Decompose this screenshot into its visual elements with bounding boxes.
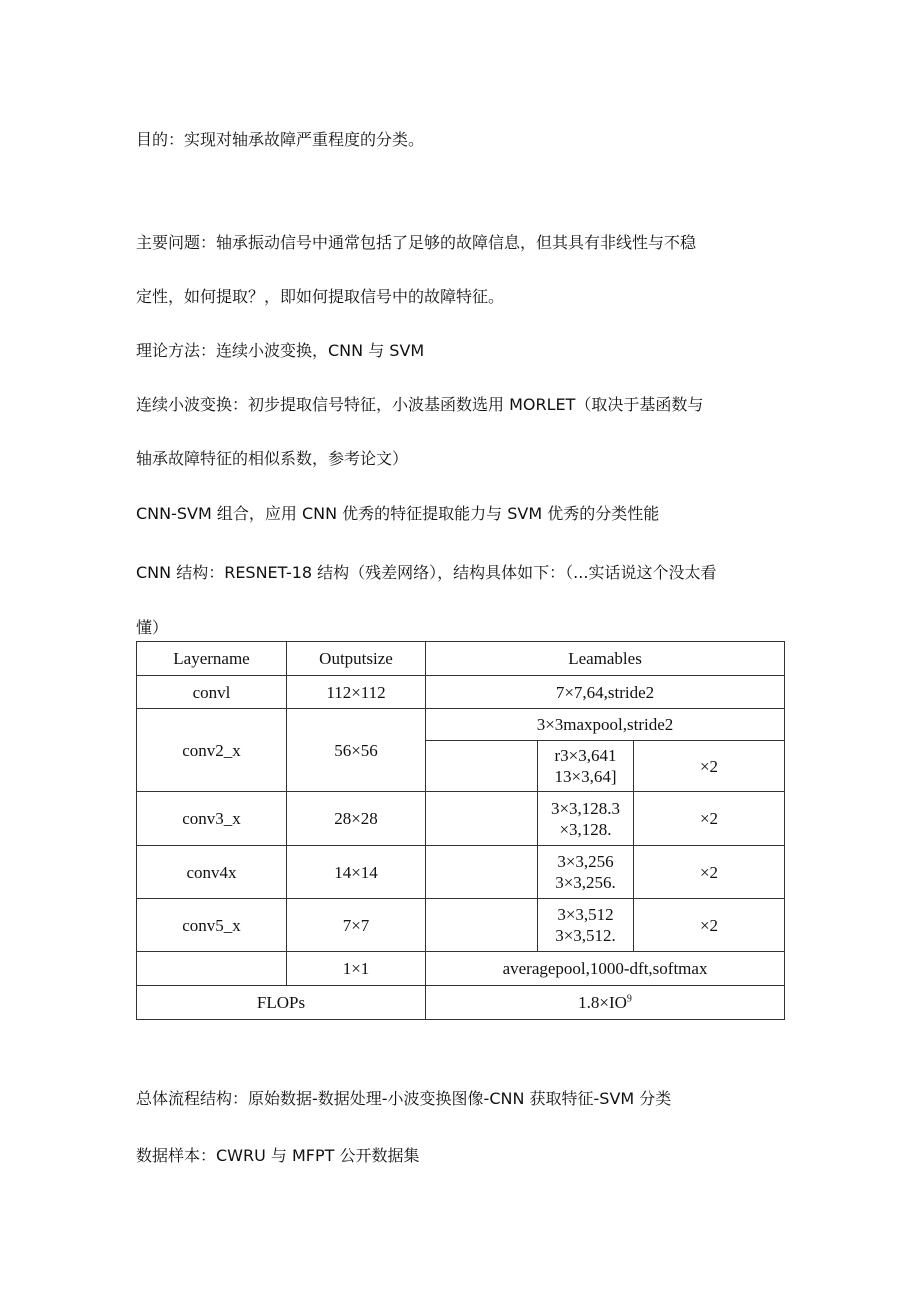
block-line-2: 3×3,256. bbox=[555, 873, 616, 892]
cell-block bbox=[538, 792, 634, 846]
cell-output: 56×56 bbox=[287, 709, 426, 792]
block-line-2: ×3,128. bbox=[559, 819, 612, 839]
header-outputsize: Outputsize bbox=[287, 642, 426, 676]
resnet-table bbox=[136, 641, 785, 1020]
cell-block bbox=[538, 741, 634, 792]
paragraph-data-samples: 数据样本：CWRU 与 MFPT 公开数据集 bbox=[136, 1146, 420, 1165]
cell-layer: conv2_x bbox=[137, 709, 287, 792]
cell-block bbox=[538, 846, 634, 899]
paragraph-main-problem-cont: 定性，如何提取？，即如何提取信号中的故障特征。 bbox=[136, 287, 505, 306]
header-learnables: Leamables bbox=[426, 642, 785, 676]
header-layername: Layername bbox=[137, 642, 287, 676]
paragraph-wavelet: 连续小波变换：初步提取信号特征，小波基函数选用 MORLET（取决于基函数与 bbox=[136, 395, 704, 414]
cell-layer: conv4x bbox=[137, 846, 287, 899]
paragraph-overall-flow: 总体流程结构：原始数据-数据处理-小波变换图像-CNN 获取特征-SVM 分类 bbox=[136, 1089, 672, 1108]
paragraph-main-problem: 主要问题：轴承振动信号中通常包括了足够的故障信息，但其具有非线性与不稳 bbox=[136, 233, 697, 252]
paragraph-wavelet-cont: 轴承故障特征的相似系数，参考论文） bbox=[136, 449, 409, 468]
block-line-1: r3×3,641 bbox=[554, 746, 617, 765]
cell-layer: conv3_x bbox=[137, 792, 287, 846]
block-line-1: 3×3,128.3 bbox=[550, 798, 621, 818]
cell-empty bbox=[426, 792, 538, 846]
table-row bbox=[137, 952, 785, 986]
paragraph-cnn-structure-cont: 懂） bbox=[136, 618, 169, 637]
cell-empty bbox=[426, 846, 538, 899]
cell-learnables: averagepool,1000-dft,softmax bbox=[426, 952, 785, 986]
cell-layer bbox=[137, 952, 287, 986]
block-line-1: 3×3,512 bbox=[557, 905, 614, 924]
cell-multiplier: ×2 bbox=[634, 846, 785, 899]
block-line-1: 3×3,256 bbox=[557, 852, 614, 871]
cell-block bbox=[538, 899, 634, 952]
cell-layer: conv5_x bbox=[137, 899, 287, 952]
cell-output: 28×28 bbox=[287, 792, 426, 846]
table-header-row bbox=[137, 642, 785, 676]
block-line-2: 13×3,64] bbox=[554, 767, 617, 786]
paragraph-cnn-structure: CNN 结构：RESNET-18 结构（残差网络），结构具体如下：（...实话说这个没太看 bbox=[136, 563, 717, 582]
table-row-flops bbox=[137, 986, 785, 1020]
paragraph-purpose: 目的：实现对轴承故障严重程度的分类。 bbox=[136, 130, 425, 149]
table-row bbox=[137, 846, 785, 899]
paragraph-cnn-svm: CNN-SVM 组合，应用 CNN 优秀的特征提取能力与 SVM 优秀的分类性能 bbox=[136, 504, 660, 523]
cell-output: 112×112 bbox=[287, 676, 426, 709]
table-row bbox=[137, 709, 785, 741]
block-line-2: 3×3,512. bbox=[555, 926, 616, 945]
cell-flops-label: FLOPs bbox=[137, 986, 426, 1020]
cell-layer: convl bbox=[137, 676, 287, 709]
cell-multiplier: ×2 bbox=[634, 741, 785, 792]
cell-learnables-pool: 3×3maxpool,stride2 bbox=[426, 709, 785, 741]
cell-flops-value bbox=[426, 986, 785, 1020]
cell-output: 7×7 bbox=[287, 899, 426, 952]
paragraph-theory: 理论方法：连续小波变换，CNN 与 SVM bbox=[136, 341, 425, 360]
table-row bbox=[137, 899, 785, 952]
cell-output: 14×14 bbox=[287, 846, 426, 899]
cell-empty bbox=[426, 899, 538, 952]
table-row bbox=[137, 792, 785, 846]
cell-multiplier: ×2 bbox=[634, 792, 785, 846]
table-row bbox=[137, 676, 785, 709]
cell-multiplier: ×2 bbox=[634, 899, 785, 952]
cell-empty bbox=[426, 741, 538, 792]
flops-exponent: 9 bbox=[626, 993, 632, 1005]
cell-learnables: 7×7,64,stride2 bbox=[426, 676, 785, 709]
flops-base: 1.8×IO bbox=[578, 993, 627, 1012]
cell-output: 1×1 bbox=[287, 952, 426, 986]
